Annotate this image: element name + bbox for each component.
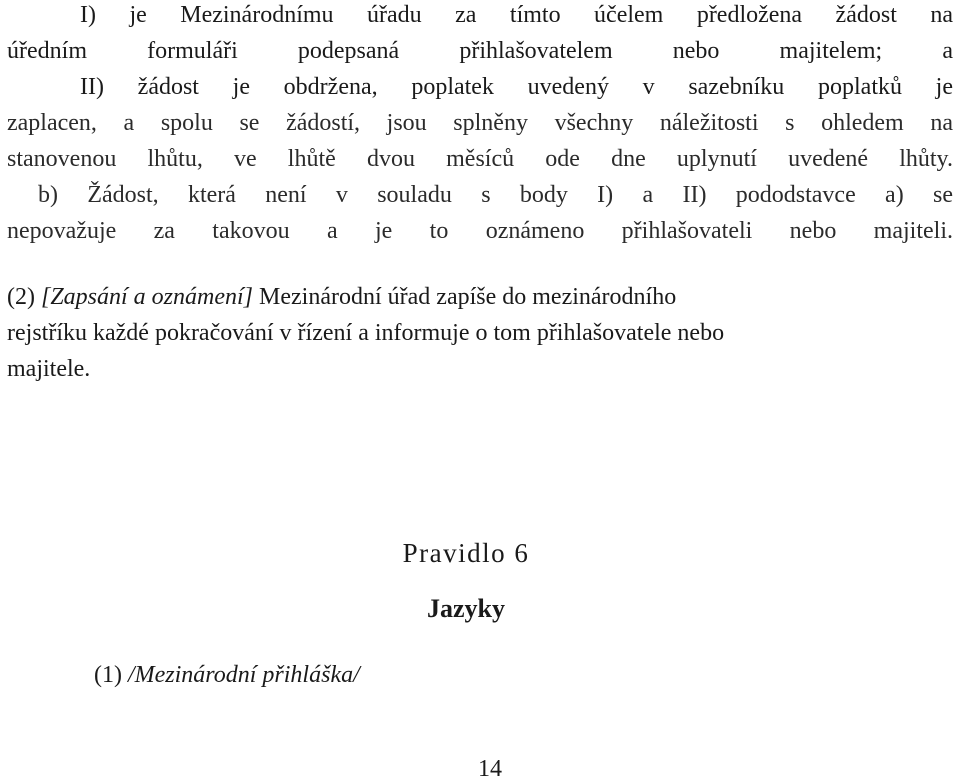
rule-title: Pravidlo 6 xyxy=(402,538,530,568)
subsection-heading xyxy=(94,657,360,693)
text-line-b2: nepovažuje za takovou a je to oznámeno přihlašovateli nebo majiteli. xyxy=(7,218,953,244)
text-line-a1: I) je Mezinárodnímu úřadu za tímto účelem předložena žádost na xyxy=(80,2,953,28)
paragraph-2-line-2: rejstříku každé pokračování v řízení a informuje o tom přihlašovatele nebo xyxy=(7,320,725,346)
paragraph-2-line-1 xyxy=(7,279,953,315)
page-number: 14 xyxy=(478,756,502,782)
subsection-prefix: (1) xyxy=(94,662,128,688)
paragraph-2-line-3: majitele. xyxy=(7,356,91,382)
text-line-b1: b) Žádost, která není v souladu s body I) a II) pododstavce a) se xyxy=(38,182,953,208)
paragraph-2-prefix: (2) xyxy=(7,284,41,310)
text-line-a5: stanovenou lhůtu, ve lhůtě dvou měsíců ode dne uplynutí uvedené lhůty. xyxy=(7,146,953,172)
text-line-a2: úředním formuláři podepsaná přihlašovatelem nebo majitelem; a xyxy=(7,38,953,64)
text-line-a4: zaplacen, a spolu se žádostí, jsou splněny všechny náležitosti s ohledem na xyxy=(7,110,953,136)
rule-subtitle: Jazyky xyxy=(427,594,505,623)
text-line-a3: II) žádost je obdržena, poplatek uvedený v sazebníku poplatků je xyxy=(80,74,953,100)
paragraph-2-line-1-text: Mezinárodní úřad zapíše do mezinárodního xyxy=(253,284,677,310)
subsection-title: /Mezinárodní přihláška/ xyxy=(127,662,360,688)
paragraph-2-heading: [Zapsání a oznámení] xyxy=(40,284,254,310)
